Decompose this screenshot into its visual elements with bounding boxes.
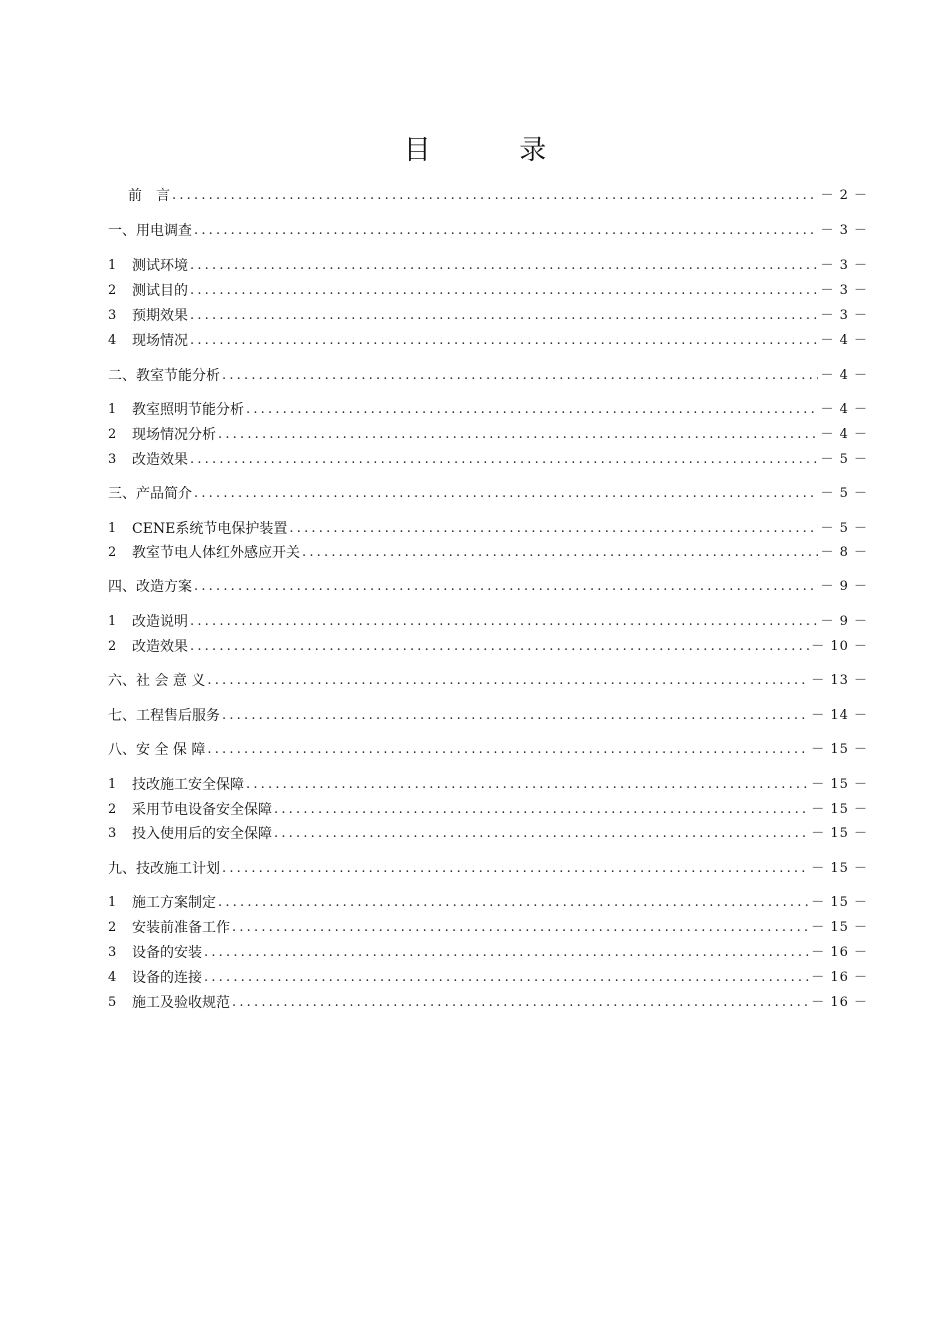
toc-entry-text: 设备的连接 bbox=[132, 970, 202, 986]
document-title: 目 录 bbox=[403, 135, 587, 166]
dot-leader bbox=[190, 255, 818, 277]
toc-entry-label bbox=[108, 542, 300, 564]
toc-entry-number: 5 bbox=[108, 995, 117, 1010]
toc-entry-page: － 15 － bbox=[811, 826, 868, 841]
toc-entry-label bbox=[108, 518, 287, 540]
toc-entry-text: 设备的安装 bbox=[132, 945, 202, 961]
toc-entry[interactable] bbox=[108, 542, 868, 564]
toc-entry-label bbox=[108, 636, 188, 658]
toc-entry[interactable] bbox=[108, 823, 868, 845]
toc-entry[interactable] bbox=[108, 280, 868, 302]
dot-leader bbox=[289, 518, 818, 540]
toc-entry-label bbox=[108, 739, 205, 761]
toc-entry-text: 教室照明节能分析 bbox=[132, 402, 244, 418]
toc-entry[interactable] bbox=[108, 449, 868, 471]
toc-entry-number: 2 bbox=[108, 920, 117, 935]
toc-entry-text: 施工方案制定 bbox=[132, 895, 216, 911]
toc-entry[interactable] bbox=[108, 705, 868, 727]
toc-entry-label bbox=[108, 774, 244, 796]
toc-entry-page: － 15 － bbox=[811, 742, 868, 757]
toc-entry-label bbox=[108, 670, 205, 692]
dot-leader bbox=[218, 424, 818, 446]
toc-entry-number: 2 bbox=[108, 283, 117, 298]
toc-entry[interactable] bbox=[108, 399, 868, 421]
dot-leader bbox=[194, 483, 818, 505]
dot-leader bbox=[302, 542, 818, 564]
toc-entry-page: － 5 － bbox=[820, 521, 868, 536]
toc-entry-label bbox=[108, 365, 220, 387]
toc-entry-page: － 15 － bbox=[811, 861, 868, 876]
toc-entry-text: 改造说明 bbox=[132, 614, 188, 630]
toc-entry[interactable] bbox=[108, 774, 868, 796]
toc-entry-label bbox=[108, 220, 192, 242]
toc-entry-label bbox=[108, 611, 188, 633]
dot-leader bbox=[194, 220, 818, 242]
toc-entry-label bbox=[108, 917, 230, 939]
toc-entry-page: － 15 － bbox=[811, 920, 868, 935]
toc-entry-label bbox=[108, 892, 216, 914]
dot-leader bbox=[190, 305, 818, 327]
toc-entry-number: 4 bbox=[108, 333, 117, 348]
dot-leader bbox=[222, 858, 809, 880]
toc-entry[interactable] bbox=[108, 967, 868, 989]
toc-entry-number: 3 bbox=[108, 308, 117, 323]
dot-leader bbox=[190, 280, 818, 302]
toc-entry-text: 教室节电人体红外感应开关 bbox=[132, 545, 300, 561]
toc-entry-page: － 9 － bbox=[820, 579, 868, 594]
toc-entry-label bbox=[108, 967, 202, 989]
toc-entry-number: 1 bbox=[108, 614, 117, 629]
toc-entry-page: － 15 － bbox=[811, 895, 868, 910]
toc-entry-page: － 2 － bbox=[820, 188, 868, 203]
toc-entry-number: 4 bbox=[108, 970, 117, 985]
toc-entry[interactable] bbox=[108, 739, 868, 761]
dot-leader bbox=[246, 399, 818, 421]
toc-entry[interactable] bbox=[108, 305, 868, 327]
toc-entry-number: 1 bbox=[108, 521, 117, 536]
toc-entry-text: 九、技改施工计划 bbox=[108, 861, 220, 877]
toc-entry-label bbox=[108, 823, 272, 845]
toc-entry[interactable] bbox=[108, 611, 868, 633]
toc-entry-page: － 14 － bbox=[811, 708, 868, 723]
toc-entry-label bbox=[108, 424, 216, 446]
toc-entry-number: 2 bbox=[108, 802, 117, 817]
toc-entry-page: － 16 － bbox=[811, 970, 868, 985]
toc-entry[interactable] bbox=[108, 424, 868, 446]
toc-entry-page: － 16 － bbox=[811, 995, 868, 1010]
dot-leader bbox=[232, 992, 809, 1014]
dot-leader bbox=[207, 739, 809, 761]
toc-entry-page: － 8 － bbox=[820, 545, 868, 560]
toc-entry[interactable] bbox=[108, 220, 868, 242]
toc-entry-text: 安装前准备工作 bbox=[132, 920, 230, 936]
dot-leader bbox=[204, 942, 809, 964]
toc-entry-page: － 16 － bbox=[811, 945, 868, 960]
toc-entry-text: 四、改造方案 bbox=[108, 579, 192, 595]
toc-entry-page: － 4 － bbox=[820, 427, 868, 442]
dot-leader bbox=[274, 823, 809, 845]
toc-entry-text: CENE系统节电保护装置 bbox=[132, 521, 288, 537]
toc-entry-page: － 3 － bbox=[820, 258, 868, 273]
toc-entry[interactable] bbox=[108, 942, 868, 964]
toc-entry-label bbox=[108, 280, 188, 302]
toc-entry-label bbox=[108, 255, 188, 277]
toc-entry-page: － 3 － bbox=[820, 308, 868, 323]
toc-entry[interactable] bbox=[108, 917, 868, 939]
toc-entry-page: － 9 － bbox=[820, 614, 868, 629]
toc-entry-page: － 3 － bbox=[820, 283, 868, 298]
toc-entry-number: 1 bbox=[108, 402, 117, 417]
toc-entry-number: 3 bbox=[108, 945, 117, 960]
toc-entry-number: 2 bbox=[108, 427, 117, 442]
dot-leader bbox=[207, 670, 809, 692]
toc-entry-number: 3 bbox=[108, 452, 117, 467]
toc-entry-page: － 13 － bbox=[811, 673, 868, 688]
toc-entry[interactable] bbox=[108, 992, 868, 1014]
dot-leader bbox=[204, 967, 809, 989]
dot-leader bbox=[246, 774, 809, 796]
toc-entry-text: 三、产品简介 bbox=[108, 486, 192, 502]
toc-entry[interactable] bbox=[108, 858, 868, 880]
toc-entry-number: 3 bbox=[108, 826, 117, 841]
toc-entry-text: 七、工程售后服务 bbox=[108, 708, 220, 724]
toc-entry-text: 测试目的 bbox=[132, 283, 188, 299]
toc-entry-text: 测试环境 bbox=[132, 258, 188, 274]
toc-entry-page: － 5 － bbox=[820, 452, 868, 467]
toc-entry-text: 技改施工安全保障 bbox=[132, 777, 244, 793]
toc-entry-page: － 4 － bbox=[820, 333, 868, 348]
toc-entry[interactable] bbox=[108, 799, 868, 821]
toc-entry[interactable] bbox=[108, 518, 868, 540]
toc-entry[interactable] bbox=[108, 185, 868, 207]
toc-entry[interactable] bbox=[108, 636, 868, 658]
toc-entry[interactable] bbox=[108, 255, 868, 277]
toc-entry-text: 六、社 会 意 义 bbox=[108, 673, 206, 689]
toc-entry-number: 1 bbox=[108, 258, 117, 273]
toc-entry[interactable] bbox=[108, 330, 868, 352]
dot-leader bbox=[190, 636, 809, 658]
toc-entry-page: － 15 － bbox=[811, 802, 868, 817]
toc-entry-page: － 15 － bbox=[811, 777, 868, 792]
toc-entry-number: 2 bbox=[108, 545, 117, 560]
toc-entry-number: 2 bbox=[108, 639, 117, 654]
toc-entry-label bbox=[108, 305, 188, 327]
toc-entry-text: 一、用电调查 bbox=[108, 223, 192, 239]
toc-entry-text: 八、安 全 保 障 bbox=[108, 742, 206, 758]
toc-entry-text: 改造效果 bbox=[132, 452, 188, 468]
dot-leader bbox=[194, 576, 818, 598]
toc-entry-label bbox=[108, 705, 220, 727]
toc-entry-page: － 10 － bbox=[811, 639, 868, 654]
dot-leader bbox=[172, 185, 818, 207]
toc-entry[interactable] bbox=[108, 670, 868, 692]
dot-leader bbox=[232, 917, 809, 939]
toc-entry-label bbox=[108, 799, 272, 821]
toc-entry-text: 前 言 bbox=[128, 188, 170, 204]
dot-leader bbox=[218, 892, 809, 914]
toc-entry[interactable] bbox=[108, 892, 868, 914]
toc-entry-text: 现场情况 bbox=[132, 333, 188, 349]
toc-entry-label bbox=[108, 992, 230, 1014]
toc-entry-label bbox=[108, 576, 192, 598]
toc-entry-page: － 3 － bbox=[820, 223, 868, 238]
toc-entry-label bbox=[108, 399, 244, 421]
toc-entry-page: － 5 － bbox=[820, 486, 868, 501]
dot-leader bbox=[222, 705, 809, 727]
toc-entry-text: 施工及验收规范 bbox=[132, 995, 230, 1011]
toc-entry[interactable] bbox=[108, 483, 868, 505]
dot-leader bbox=[274, 799, 809, 821]
toc-entry-label bbox=[108, 858, 220, 880]
toc-entry-label bbox=[108, 449, 188, 471]
toc-entry-label bbox=[108, 942, 202, 964]
toc-entry-page: － 4 － bbox=[820, 402, 868, 417]
toc-entry-number: 1 bbox=[108, 777, 117, 792]
dot-leader bbox=[190, 449, 818, 471]
toc-entry-text: 预期效果 bbox=[132, 308, 188, 324]
toc-entry-text: 现场情况分析 bbox=[132, 427, 216, 443]
toc-entry-number: 1 bbox=[108, 895, 117, 910]
toc-entry-label bbox=[108, 483, 192, 505]
dot-leader bbox=[222, 365, 818, 387]
toc-entry-page: － 4 － bbox=[820, 368, 868, 383]
toc-entry-text: 二、教室节能分析 bbox=[108, 368, 220, 384]
toc-entry-text: 采用节电设备安全保障 bbox=[132, 802, 272, 818]
toc-entry-text: 改造效果 bbox=[132, 639, 188, 655]
toc-entry-label bbox=[108, 330, 188, 352]
toc-entry-label bbox=[108, 185, 170, 207]
dot-leader bbox=[190, 611, 818, 633]
toc-entry[interactable] bbox=[108, 365, 868, 387]
dot-leader bbox=[190, 330, 818, 352]
toc-entry-text: 投入使用后的安全保障 bbox=[132, 826, 272, 842]
toc-entry[interactable] bbox=[108, 576, 868, 598]
